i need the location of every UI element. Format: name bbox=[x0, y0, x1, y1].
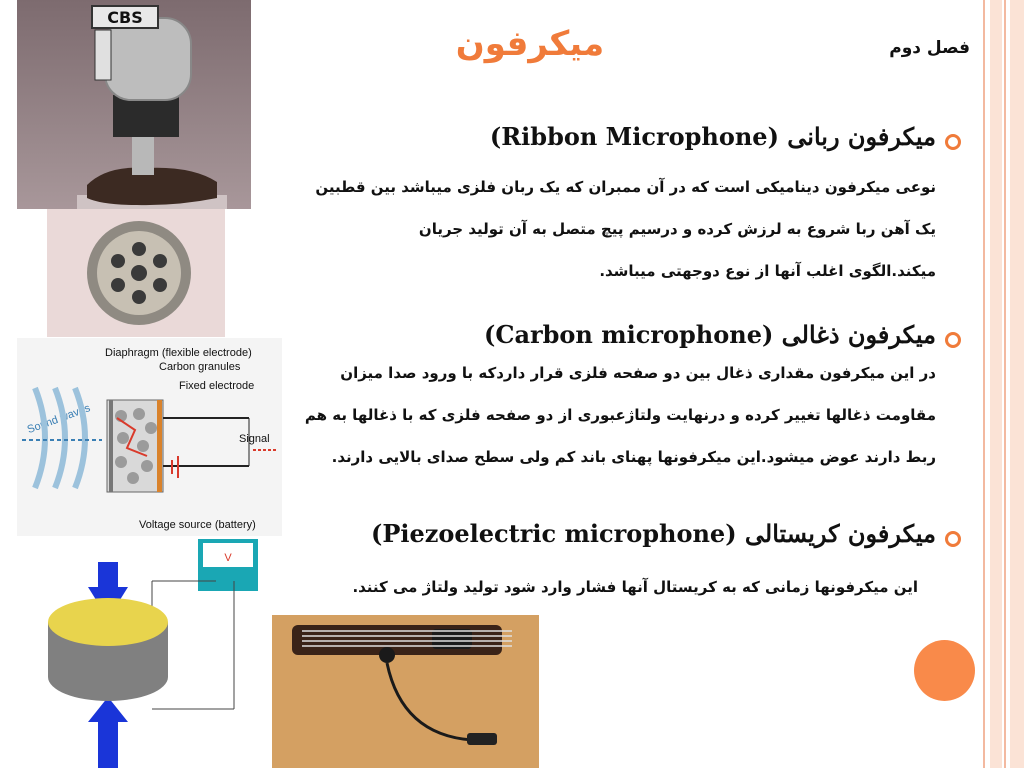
label-fixed-electrode: Fixed electrode bbox=[179, 380, 255, 392]
label-diaphragm: Diaphragm (flexible electrode) bbox=[105, 347, 252, 359]
ribbon-microphone-image bbox=[17, 0, 251, 209]
text-line: این ميکرفونها زمانی که به کريستال آنها فشار وارد شود توليد ولتاژ می کنند. bbox=[352, 578, 918, 596]
bullet-icon bbox=[945, 332, 961, 348]
chapter-label: فصل دوم bbox=[889, 38, 970, 58]
text-line: مقاومت ذغالها تغيير کرده و درنهايت ولتاژعبوری از دو صفحه فلزی که با ذغالها به هم bbox=[304, 406, 936, 424]
paragraph-carbon bbox=[305, 352, 936, 478]
text-line: در این ميکرفون مقداری ذغال بين دو صفحه فلزی قرار داردکه با ورود صدا ميزان bbox=[340, 364, 936, 382]
section-heading-carbon: میکرفون ذغالی (Carbon microphone) bbox=[483, 320, 936, 349]
section-heading-ribbon: میکرفون ربانی (Ribbon Microphone) bbox=[489, 122, 936, 151]
meter-label: V bbox=[224, 552, 232, 564]
decor-stripe-1 bbox=[983, 0, 985, 768]
slide-title: میکرفون bbox=[455, 24, 605, 64]
carbon-diagram-image bbox=[17, 338, 282, 536]
decor-stripe-3 bbox=[1004, 0, 1006, 768]
decor-stripe-2 bbox=[990, 0, 1002, 768]
decor-stripe-4 bbox=[1010, 0, 1024, 768]
section-heading-piezo: میکرفون کریستالی (Piezoelectric microphone) bbox=[370, 519, 936, 548]
guitar-pickup-image bbox=[272, 615, 539, 768]
paragraph-ribbon bbox=[315, 166, 936, 292]
label-sound-waves: Sound waves bbox=[25, 402, 92, 437]
piezo-diagram-image bbox=[36, 537, 266, 768]
text-line: ربط دارند عوض ميشود.این ميکرفونها پهنای باند کم ولی سطح صدای بالایی دارند. bbox=[331, 448, 936, 466]
text-line: یک آهن ربا شروع به لرزش کرده و درسيم پيچ متصل به آن توليد جريان bbox=[418, 220, 936, 238]
text-line: ميکند.الگوی اغلب آنها از نوع دوجهتی ميباشد. bbox=[599, 262, 936, 280]
decor-circle bbox=[914, 640, 975, 701]
bullet-icon bbox=[945, 531, 961, 547]
label-voltage-source: Voltage source (battery) bbox=[139, 519, 256, 531]
paragraph-piezo bbox=[352, 566, 918, 608]
label-granules: Carbon granules bbox=[159, 361, 241, 373]
cbs-logo-text: CBS bbox=[107, 8, 143, 27]
label-signal: Signal bbox=[239, 433, 270, 445]
carbon-capsule-image bbox=[47, 209, 225, 337]
bullet-icon bbox=[945, 134, 961, 150]
text-line: نوعی میکرفون دیناميکی است که در آن ممبران که یک ربان فلزی ميباشد بين قطبين bbox=[315, 178, 936, 196]
